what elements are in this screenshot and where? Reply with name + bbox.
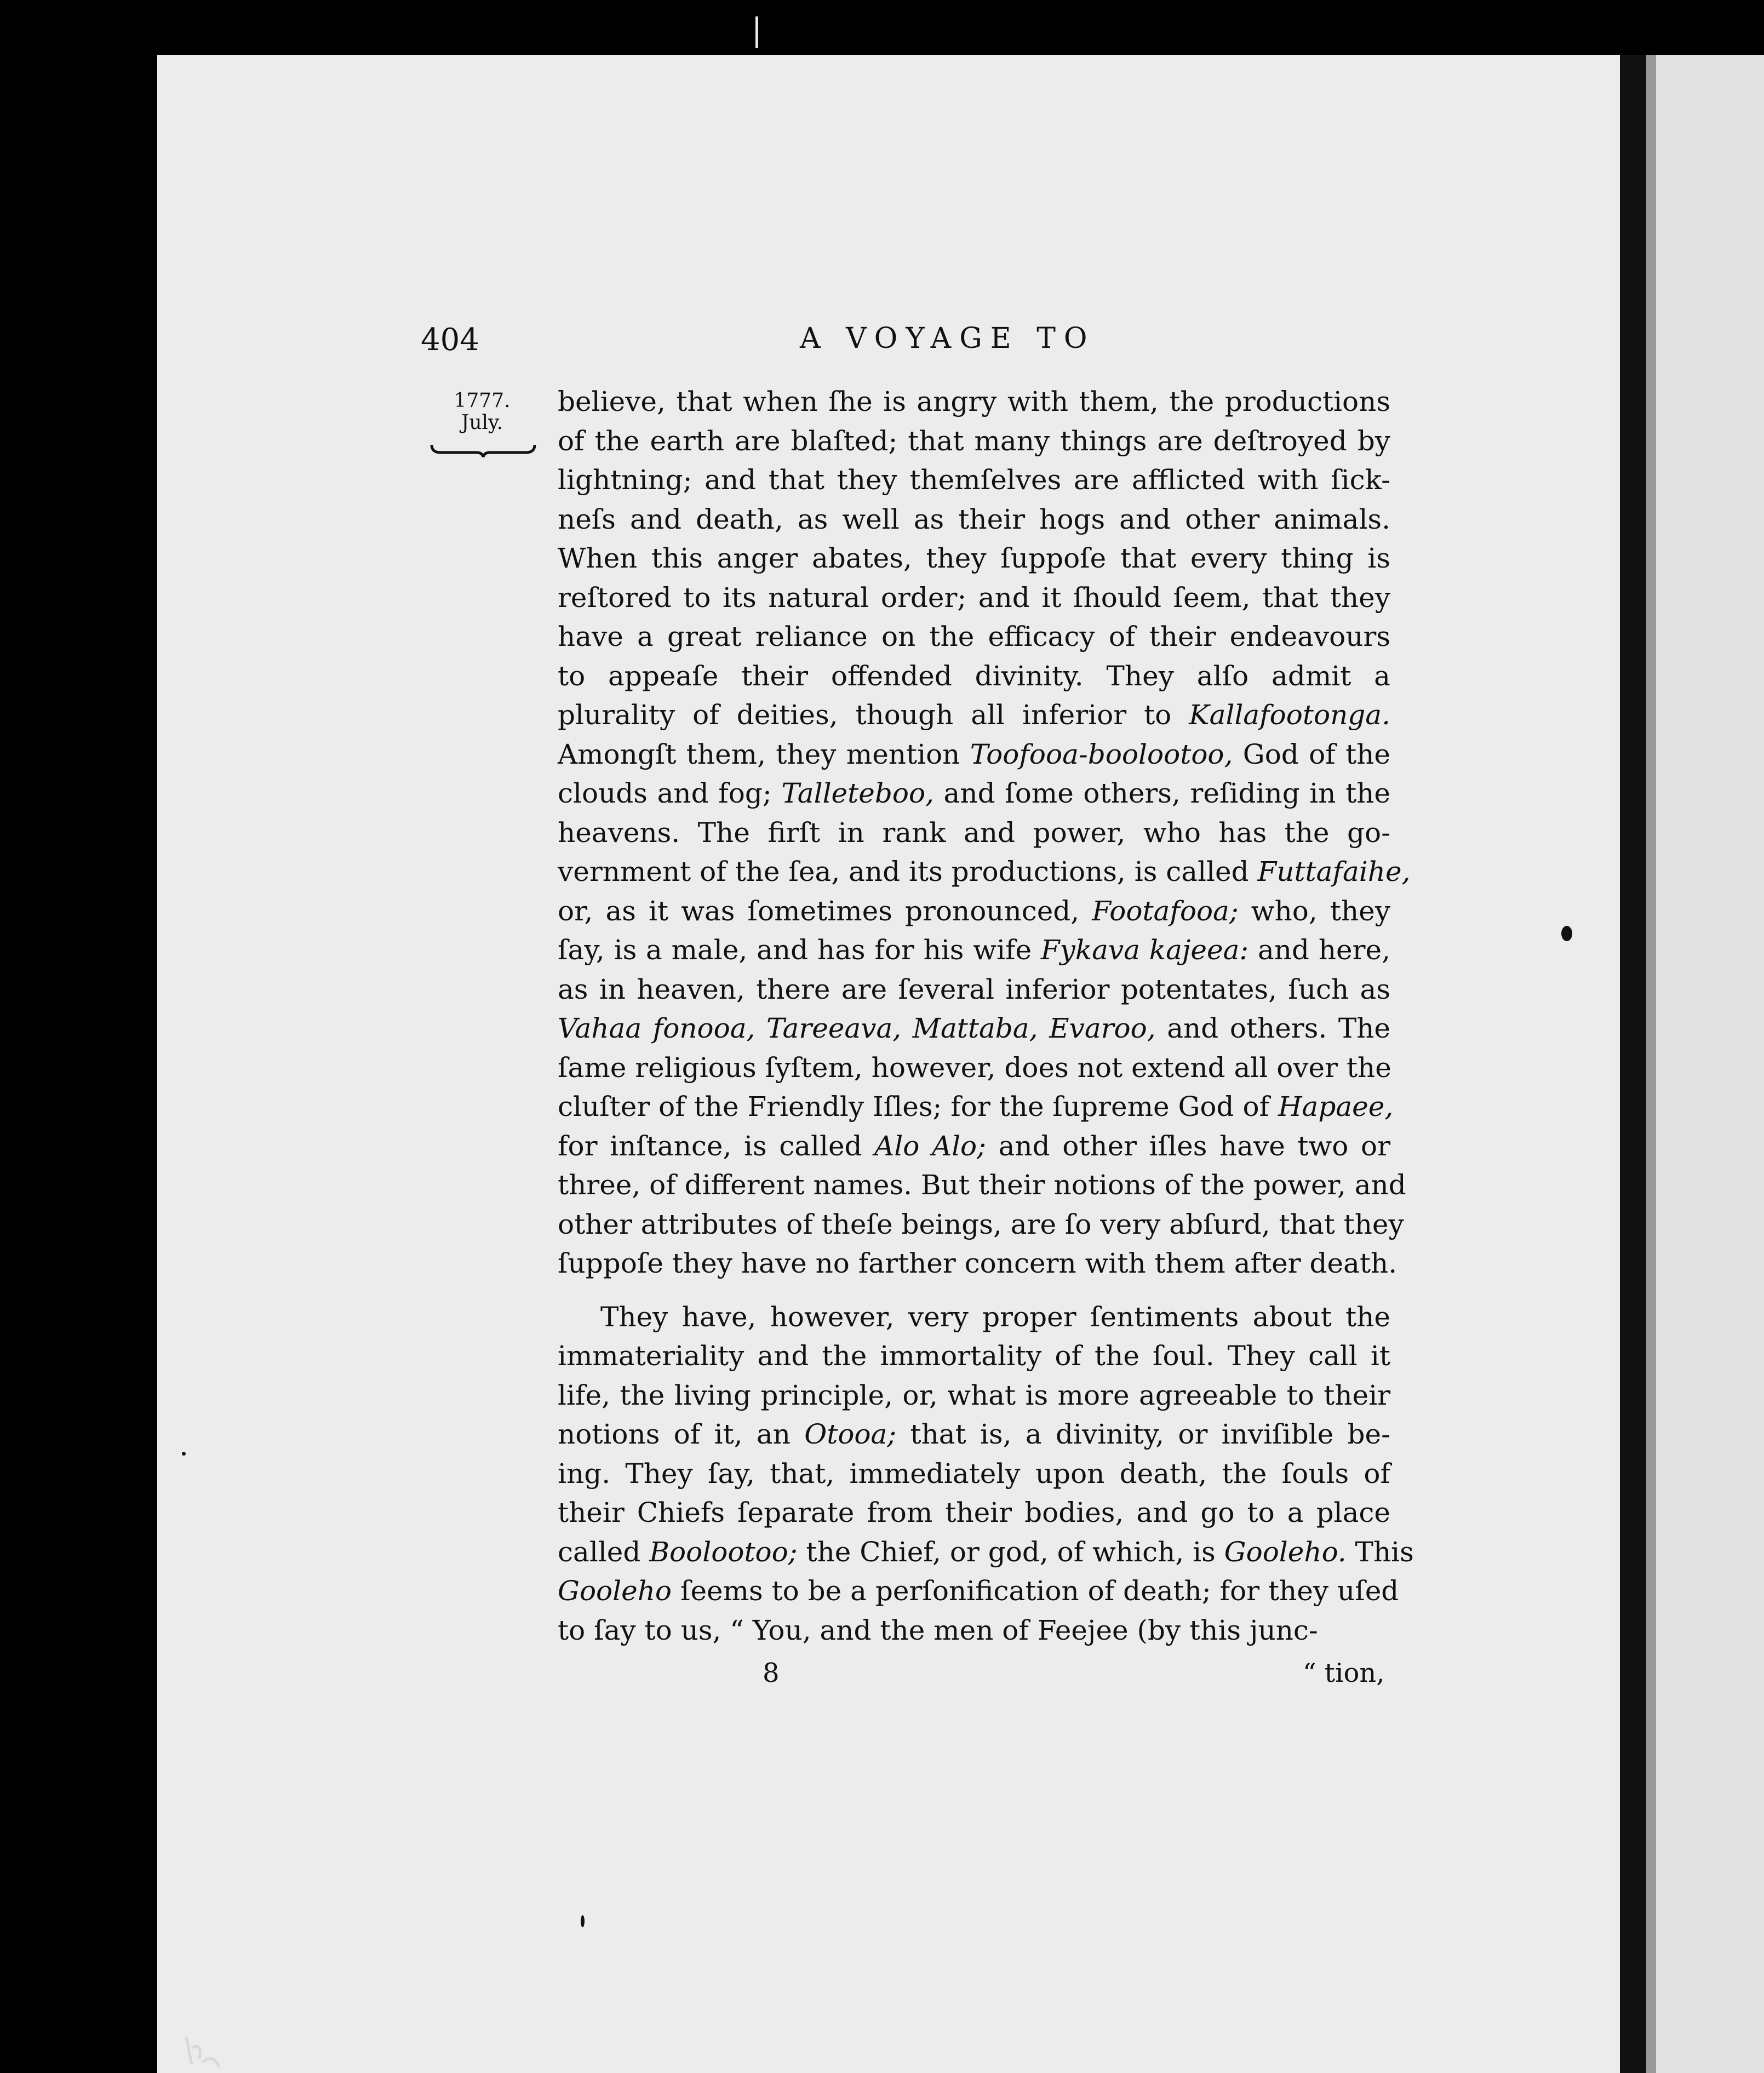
text-run: to appeaſe their offended divinity. They alſo admit a	[558, 660, 1390, 692]
scan-registration-mark	[755, 16, 758, 48]
text-line	[558, 1337, 1390, 1376]
text-line	[558, 1572, 1399, 1611]
text-line	[558, 382, 1390, 422]
body-text	[558, 382, 1414, 1650]
text-run	[1038, 1012, 1049, 1044]
italic-name: Mattaba,	[912, 1012, 1038, 1044]
text-run: cluſter of the Friendly Iſles; for the ſupreme God of	[558, 1091, 1278, 1123]
text-line	[558, 1127, 1390, 1166]
text-line	[558, 970, 1390, 1010]
text-run: other attributes of theſe beings, are ſo very abſurd, that they	[558, 1208, 1404, 1240]
text-run: as in heaven, there are ſeveral inferior potentates, ſuch as	[558, 973, 1390, 1005]
margin-date-note	[427, 390, 537, 434]
text-run: ing. They ſay, that, immediately upon death, the ſouls of	[558, 1457, 1390, 1490]
italic-name: Fykava kajeea:	[1040, 934, 1249, 966]
text-line	[558, 1376, 1390, 1416]
text-line	[558, 1009, 1390, 1049]
text-run: When this anger abates, they ſuppoſe that every thing is	[558, 542, 1390, 574]
italic-name: Evaroo,	[1049, 1012, 1156, 1044]
margin-year: 1777.	[454, 390, 511, 412]
text-line	[558, 696, 1390, 735]
text-line	[558, 1298, 1390, 1337]
text-run: clouds and fog;	[558, 777, 782, 809]
text-run: heavens. The firſt in rank and power, who has the go-	[558, 816, 1390, 849]
text-run: for inſtance, is called	[558, 1130, 875, 1162]
text-line	[558, 1166, 1406, 1205]
text-run: or, as it was ſometimes pronounced,	[558, 895, 1092, 927]
text-run: and others. The	[1155, 1012, 1390, 1044]
text-line	[558, 892, 1390, 931]
ink-speck	[182, 1452, 186, 1456]
text-run: ſame religious ſyſtem, however, does not extend all over the	[558, 1051, 1391, 1084]
text-line	[558, 1415, 1390, 1454]
text-run: lightning; and that they themſelves are afflicted with ſick-	[558, 464, 1390, 496]
running-title: A VOYAGE TO	[800, 322, 1096, 355]
page-number: 404	[421, 322, 479, 358]
text-run: and ſome others, reſiding in the	[933, 777, 1390, 809]
text-run: immateriality and the immortality of the ſoul. They call it	[558, 1340, 1390, 1372]
text-run: Amongſt them, they mention	[558, 738, 970, 770]
text-line	[558, 539, 1390, 579]
text-run: neſs and death, as well as their hogs and other animals.	[558, 503, 1390, 535]
italic-name: Tareeava,	[766, 1012, 902, 1044]
text-line	[558, 1087, 1394, 1127]
page-gutter-shadow	[1620, 55, 1646, 2073]
text-line	[558, 1611, 1390, 1651]
italic-name: Otooa;	[804, 1418, 897, 1450]
text-line	[558, 422, 1390, 461]
italic-name: Hapaee,	[1278, 1091, 1394, 1123]
italic-name: Alo Alo;	[874, 1130, 987, 1162]
text-run: their Chiefs ſeparate from their bodies, and go to a place	[558, 1497, 1390, 1528]
text-run: ſuppoſe they have no farther concern with them after death.	[558, 1247, 1398, 1279]
ink-speck	[1561, 926, 1572, 941]
text-run: reſtored to its natural order; and it ſhould ſeem, that they	[558, 581, 1390, 614]
text-run: who, they	[1238, 895, 1391, 927]
italic-name: Boolootoo;	[649, 1536, 798, 1568]
italic-name: Footafooa;	[1092, 895, 1239, 927]
text-run: ſeems to be a perſonification of death; for they uſed	[672, 1575, 1399, 1607]
ink-speck	[581, 1915, 585, 1927]
text-run	[901, 1012, 913, 1044]
text-line	[558, 1049, 1390, 1088]
text-line	[558, 1493, 1390, 1533]
text-line	[558, 617, 1390, 657]
catchword: “ tion,	[1303, 1658, 1385, 1688]
text-run: notions of it, an	[558, 1418, 805, 1450]
text-run: believe, that when ſhe is angry with them, the productions	[558, 386, 1390, 417]
text-run: ſay, is a male, and has for his wife	[558, 934, 1041, 966]
text-run: three, of different names. But their notions of the power, and	[558, 1169, 1406, 1201]
margin-brace-icon	[429, 438, 537, 458]
italic-name: Kallafootonga.	[1189, 699, 1390, 731]
text-line	[558, 852, 1411, 892]
text-run: and other iſles have two or	[986, 1130, 1390, 1162]
text-run: to ſay to us, “ You, and the men of Feejee (by this junc-	[558, 1614, 1318, 1646]
text-line	[558, 1454, 1390, 1494]
margin-scribble-icon	[181, 2031, 225, 2073]
text-run: plurality of deities, though all inferior to	[558, 699, 1189, 731]
text-line	[558, 1205, 1404, 1245]
text-line	[558, 500, 1390, 540]
text-line	[558, 579, 1390, 618]
text-run: They have, however, very proper ſentiments about the	[600, 1301, 1390, 1333]
text-run	[755, 1012, 766, 1044]
text-run: that is, a divinity, or inviſible be-	[896, 1418, 1391, 1450]
text-line	[558, 774, 1390, 814]
text-run: vernment of the ſea, and its productions, is called	[558, 856, 1258, 887]
text-run: of the earth are blaſted; that many things are deſtroyed by	[558, 425, 1390, 457]
text-run: life, the living principle, or, what is more agreeable to their	[558, 1379, 1390, 1411]
text-run: the Chief, or god, of which, is	[797, 1536, 1224, 1568]
text-line	[558, 931, 1390, 970]
text-line	[558, 657, 1390, 696]
italic-name: Gooleho.	[1224, 1536, 1347, 1568]
text-run: and here,	[1248, 934, 1391, 966]
italic-name: Vahaa fonooa,	[558, 1012, 755, 1044]
italic-name: Toofooa-boolootoo,	[970, 738, 1233, 770]
text-line	[558, 735, 1390, 775]
text-run: have a great reliance on the efficacy of their endeavours	[558, 621, 1390, 652]
paragraph-gap	[558, 1284, 1390, 1298]
facing-page-edge	[1646, 55, 1764, 2073]
margin-month: July.	[461, 411, 503, 434]
italic-name: Gooleho	[558, 1575, 672, 1607]
italic-name: Futtafaihe,	[1257, 856, 1411, 887]
italic-name: Talleteboo,	[781, 777, 934, 809]
text-run: This	[1346, 1536, 1414, 1568]
printer-signature-mark: 8	[763, 1658, 780, 1688]
text-run: God of the	[1233, 738, 1390, 770]
text-line	[558, 1244, 1398, 1284]
text-run: called	[558, 1536, 650, 1568]
text-line	[558, 814, 1390, 853]
text-line	[558, 1533, 1414, 1572]
text-line	[558, 461, 1390, 500]
